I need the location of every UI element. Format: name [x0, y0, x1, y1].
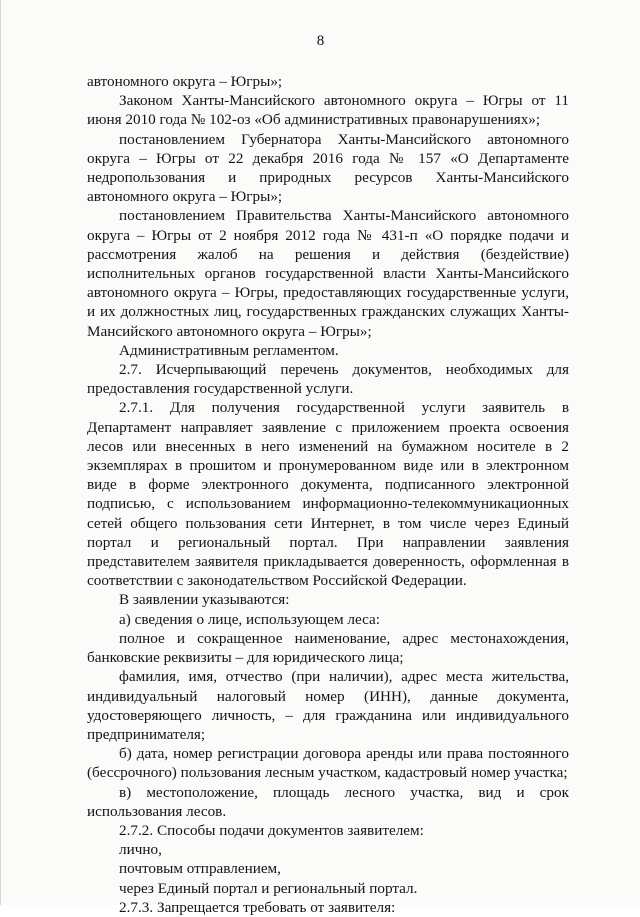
paragraph: 2.7.1. Для получения государственной услуги заявитель в Департамент направляет заявление с приложением проекта освоения лесов или внесенных в него изменений на бумажном носителе в 2 экземплярах в прошитом и пронумерованном виде или в электронном виде в форме электронного документа, подписанного электронной подписью, с использованием информационно-телекоммуникационных сетей общего пользования сети Интернет, в том числе через Единый портал и региональный портал. При направлении заявления представителем заявителя прикладывается доверенность, оформленная в соответствии с законодательством Российской Федерации.	[87, 399, 569, 590]
list-item: лично,	[119, 841, 162, 859]
list-item: фамилия, имя, отчество (при наличии), адрес места жительства, индивидуальный налоговый номер (ИНН), данные документа, удостоверяющего личность, – для гражданина или индивидуального предпринимателя;	[87, 668, 569, 743]
paragraph: постановлением Губернатора Ханты-Мансийского автономного округа – Югры от 22 декабря 2016 года № 157 «О Департаменте недропользования и природных ресурсов Ханты-Мансийского автономного округа – Югры»;	[87, 130, 569, 206]
paragraph: В заявлении указываются:	[119, 591, 290, 609]
list-item: почтовым отправлением,	[119, 860, 281, 878]
section-heading: 2.7.3. Запрещается требовать от заявителя:	[119, 898, 396, 916]
paragraph: Законом Ханты-Мансийского автономного округа – Югры от 11 июня 2010 года № 102-оз «Об административных правонарушениях»;	[87, 92, 569, 129]
section-heading: 2.7. Исчерпывающий перечень документов, необходимых для предоставления государственной услуги.	[87, 361, 569, 398]
list-item: б) дата, номер регистрации договора аренды или права постоянного (бессрочного) пользования лесным участком, кадастровый номер участка;	[87, 745, 569, 782]
document-body	[87, 72, 569, 917]
paragraph: Административным регламентом.	[119, 341, 339, 359]
page-number: 8	[316, 33, 325, 49]
paragraph: автономного округа – Югры»;	[87, 73, 283, 90]
list-item: а) сведения о лице, использующем леса:	[119, 610, 380, 628]
list-item: в) местоположение, площадь лесного участка, вид и срок использования лесов.	[87, 783, 569, 820]
list-item: через Единый портал и региональный портал.	[119, 879, 418, 897]
paragraph: постановлением Правительства Ханты-Мансийского автономного округа – Югры от 2 ноября 2012 года № 431-п «О порядке подачи и рассмотрения жалоб на решения и действия (бездействие) исполнительных органов государственной власти Ханты-Мансийского автономного округа – Югры, предоставляющих государственные услуги, и их должностных лиц, государственных гражданских служащих Ханты-Мансийского автономного округа – Югры»;	[87, 207, 569, 340]
section-heading: 2.7.2. Способы подачи документов заявителем:	[119, 821, 424, 839]
list-item: полное и сокращенное наименование, адрес местонахождения, банковские реквизиты – для юридического лица;	[87, 629, 569, 667]
